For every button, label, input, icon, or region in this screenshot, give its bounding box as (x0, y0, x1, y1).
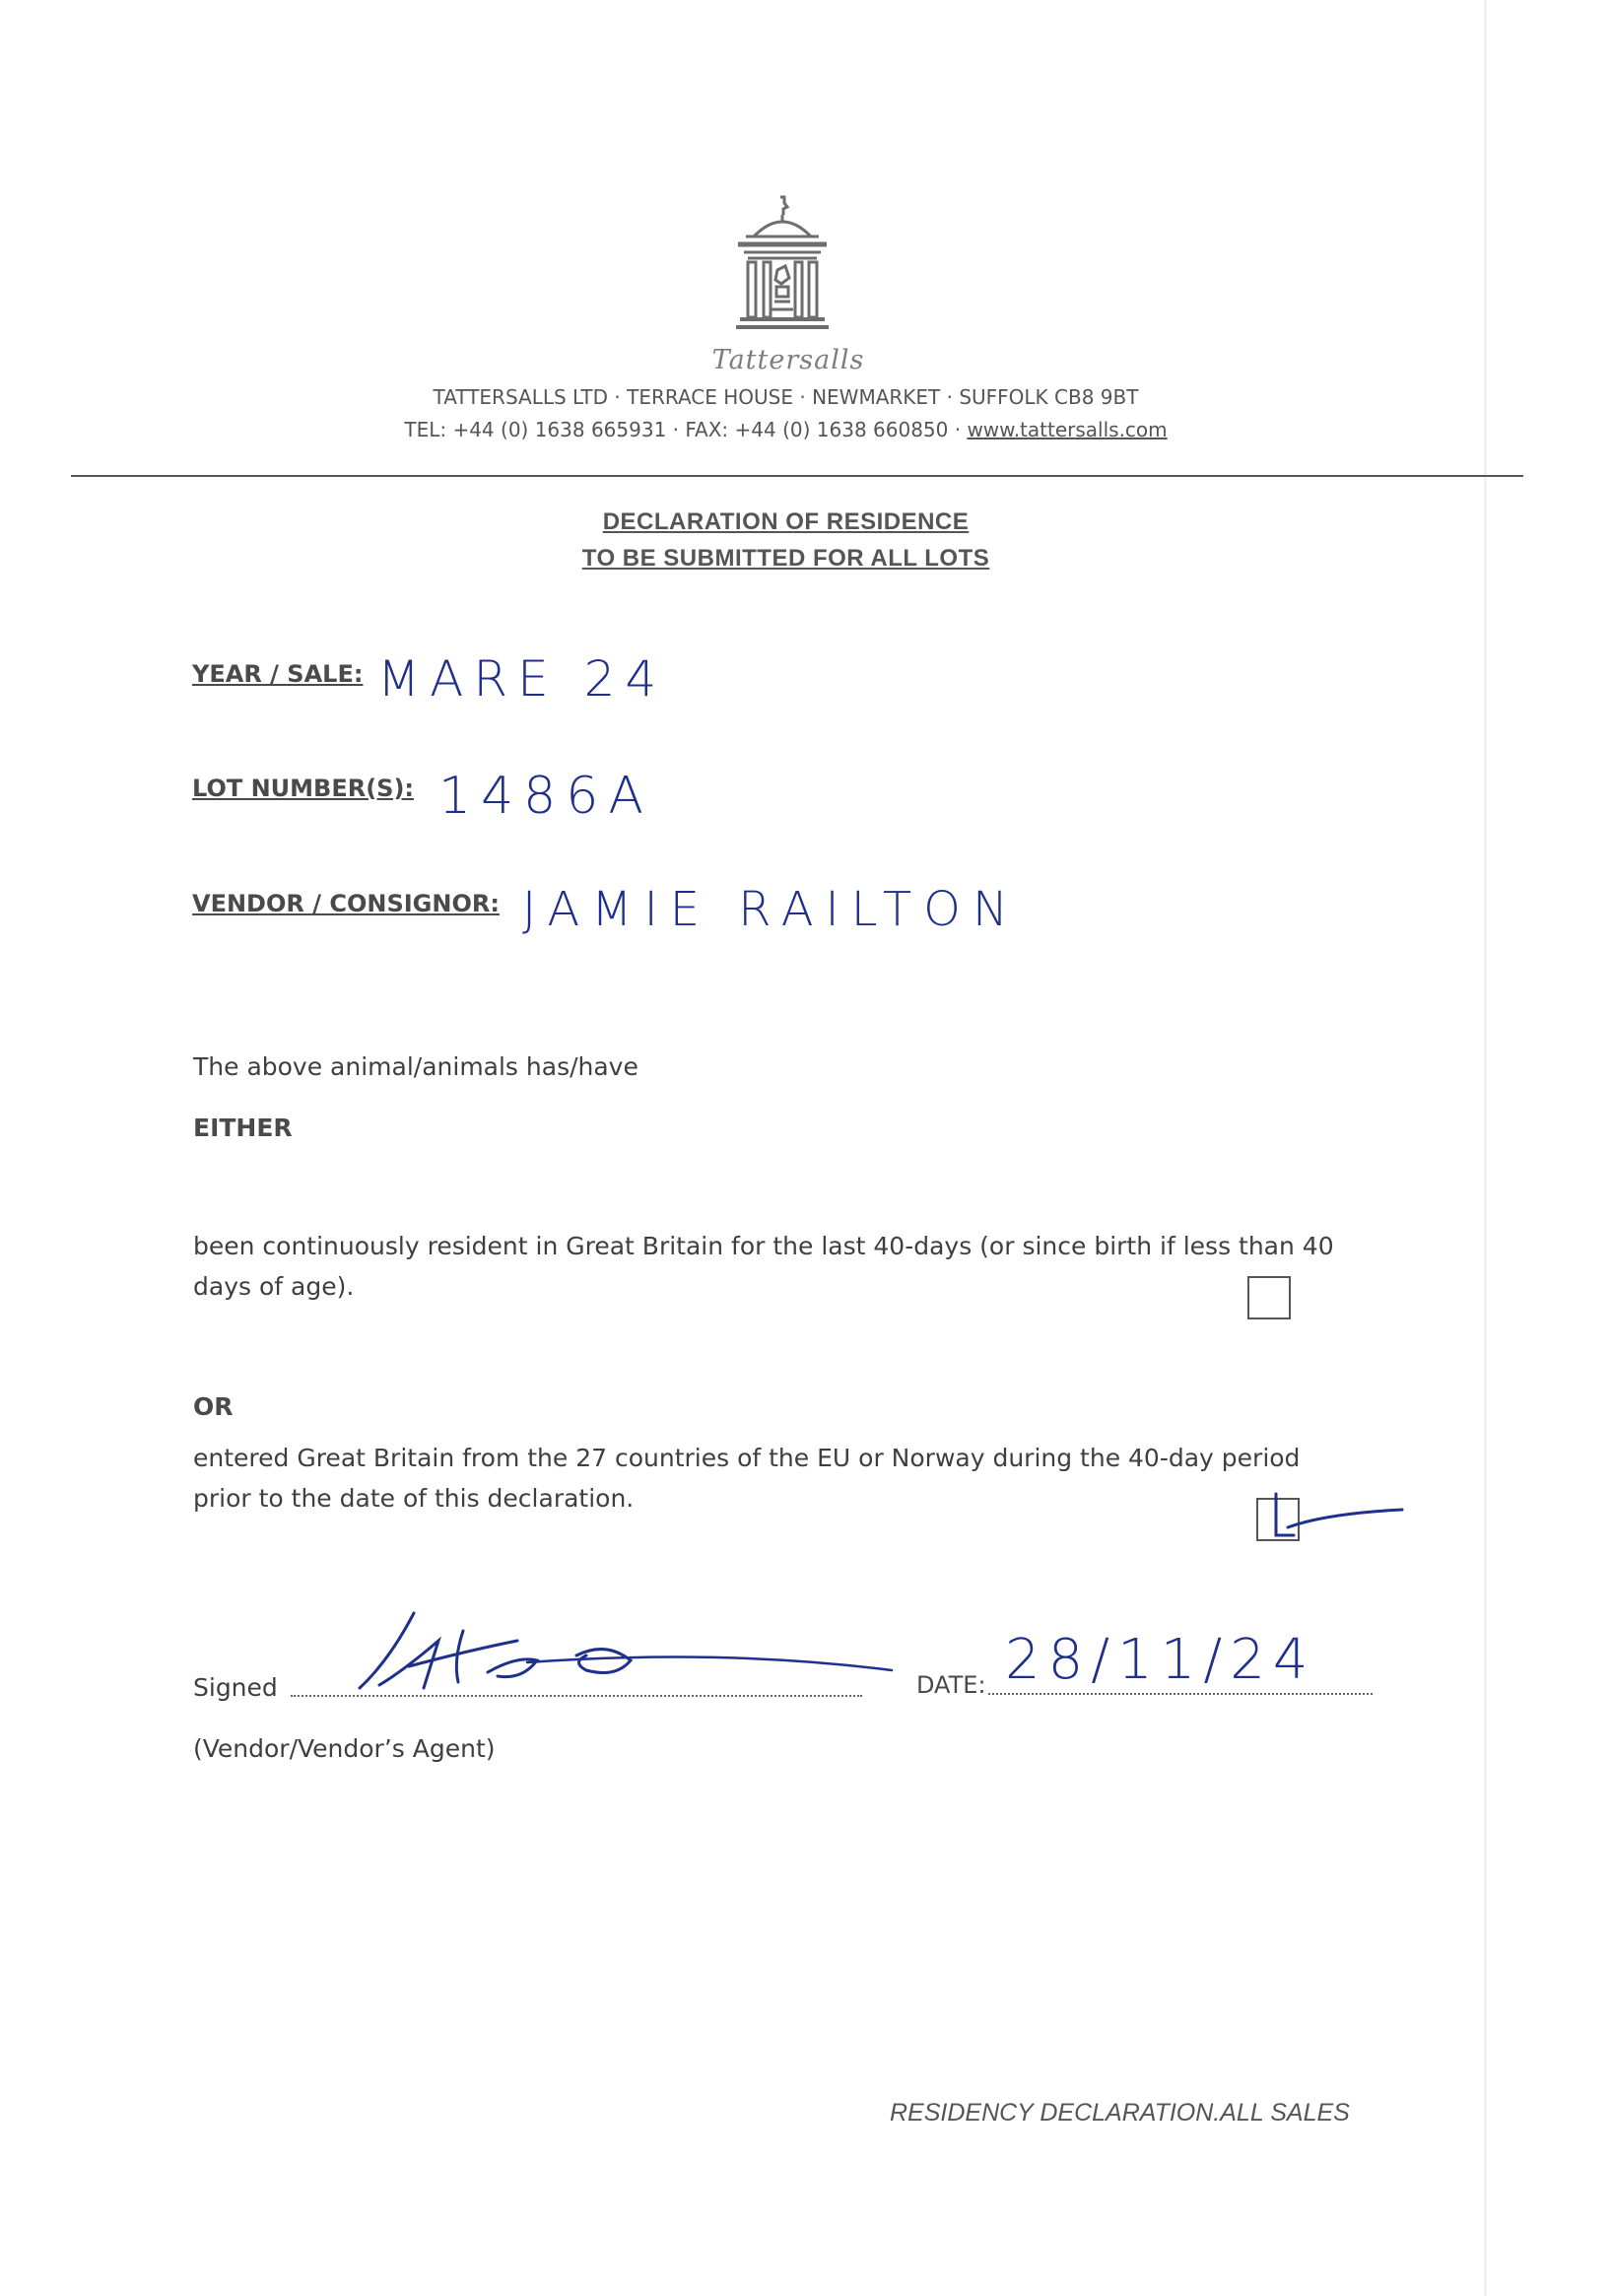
lot-numbers-label: LOT NUMBER(S): (192, 775, 415, 802)
option-entered-text (193, 1436, 1300, 1520)
lot-numbers-value[interactable]: 1486A (438, 767, 653, 826)
year-sale-label: YEAR / SALE: (192, 660, 364, 688)
date-label: DATE: (916, 1671, 986, 1699)
or-label: OR (193, 1392, 234, 1421)
signed-label: Signed (193, 1673, 278, 1702)
form-subtitle: TO BE SUBMITTED FOR ALL LOTS (581, 545, 990, 572)
handwritten-signature[interactable] (350, 1601, 902, 1710)
signer-role: (Vendor/Vendor’s Agent) (193, 1734, 496, 1763)
option-resident-text (193, 1224, 1334, 1309)
option-resident-line-1: been continuously resident in Great Britain for the last 40-days (or since birth if less than 40 (193, 1232, 1334, 1260)
company-address: TATTERSALLS LTD · TERRACE HOUSE · NEWMARKET · SUFFOLK CB8 9BT (433, 385, 1139, 409)
option-resident-checkbox[interactable] (1247, 1276, 1291, 1319)
option-entered-line-1: entered Great Britain from the 27 countries of the EU or Norway during the 40-day period (193, 1444, 1301, 1472)
form-title: DECLARATION OF RESIDENCE (602, 508, 970, 535)
vendor-consignor-value[interactable]: JAMIE RAILTON (522, 882, 1020, 937)
tattersalls-logo-icon (724, 193, 840, 341)
letterhead-divider (71, 475, 1523, 477)
form-reference: RESIDENCY DECLARATION.ALL SALES (890, 2099, 1350, 2127)
company-name: Tattersalls (711, 345, 865, 375)
date-value[interactable]: 28/11/24 (1005, 1628, 1316, 1692)
company-contact (0, 418, 1572, 441)
option-entered-line-2: prior to the date of this declaration. (193, 1484, 635, 1513)
declaration-intro: The above animal/animals has/have (193, 1052, 638, 1081)
website-link[interactable]: www.tattersalls.com (967, 418, 1168, 441)
either-label: EITHER (193, 1114, 293, 1142)
option-resident-line-2: days of age). (193, 1272, 355, 1301)
vendor-consignor-label: VENDOR / CONSIGNOR: (192, 890, 500, 917)
handwritten-tick-icon (1266, 1486, 1404, 1545)
year-sale-value[interactable]: MARE 24 (377, 650, 667, 708)
contact-numbers: TEL: +44 (0) 1638 665931 · FAX: +44 (0) 1638 660850 · (404, 418, 968, 441)
date-dotted-line (988, 1693, 1373, 1695)
